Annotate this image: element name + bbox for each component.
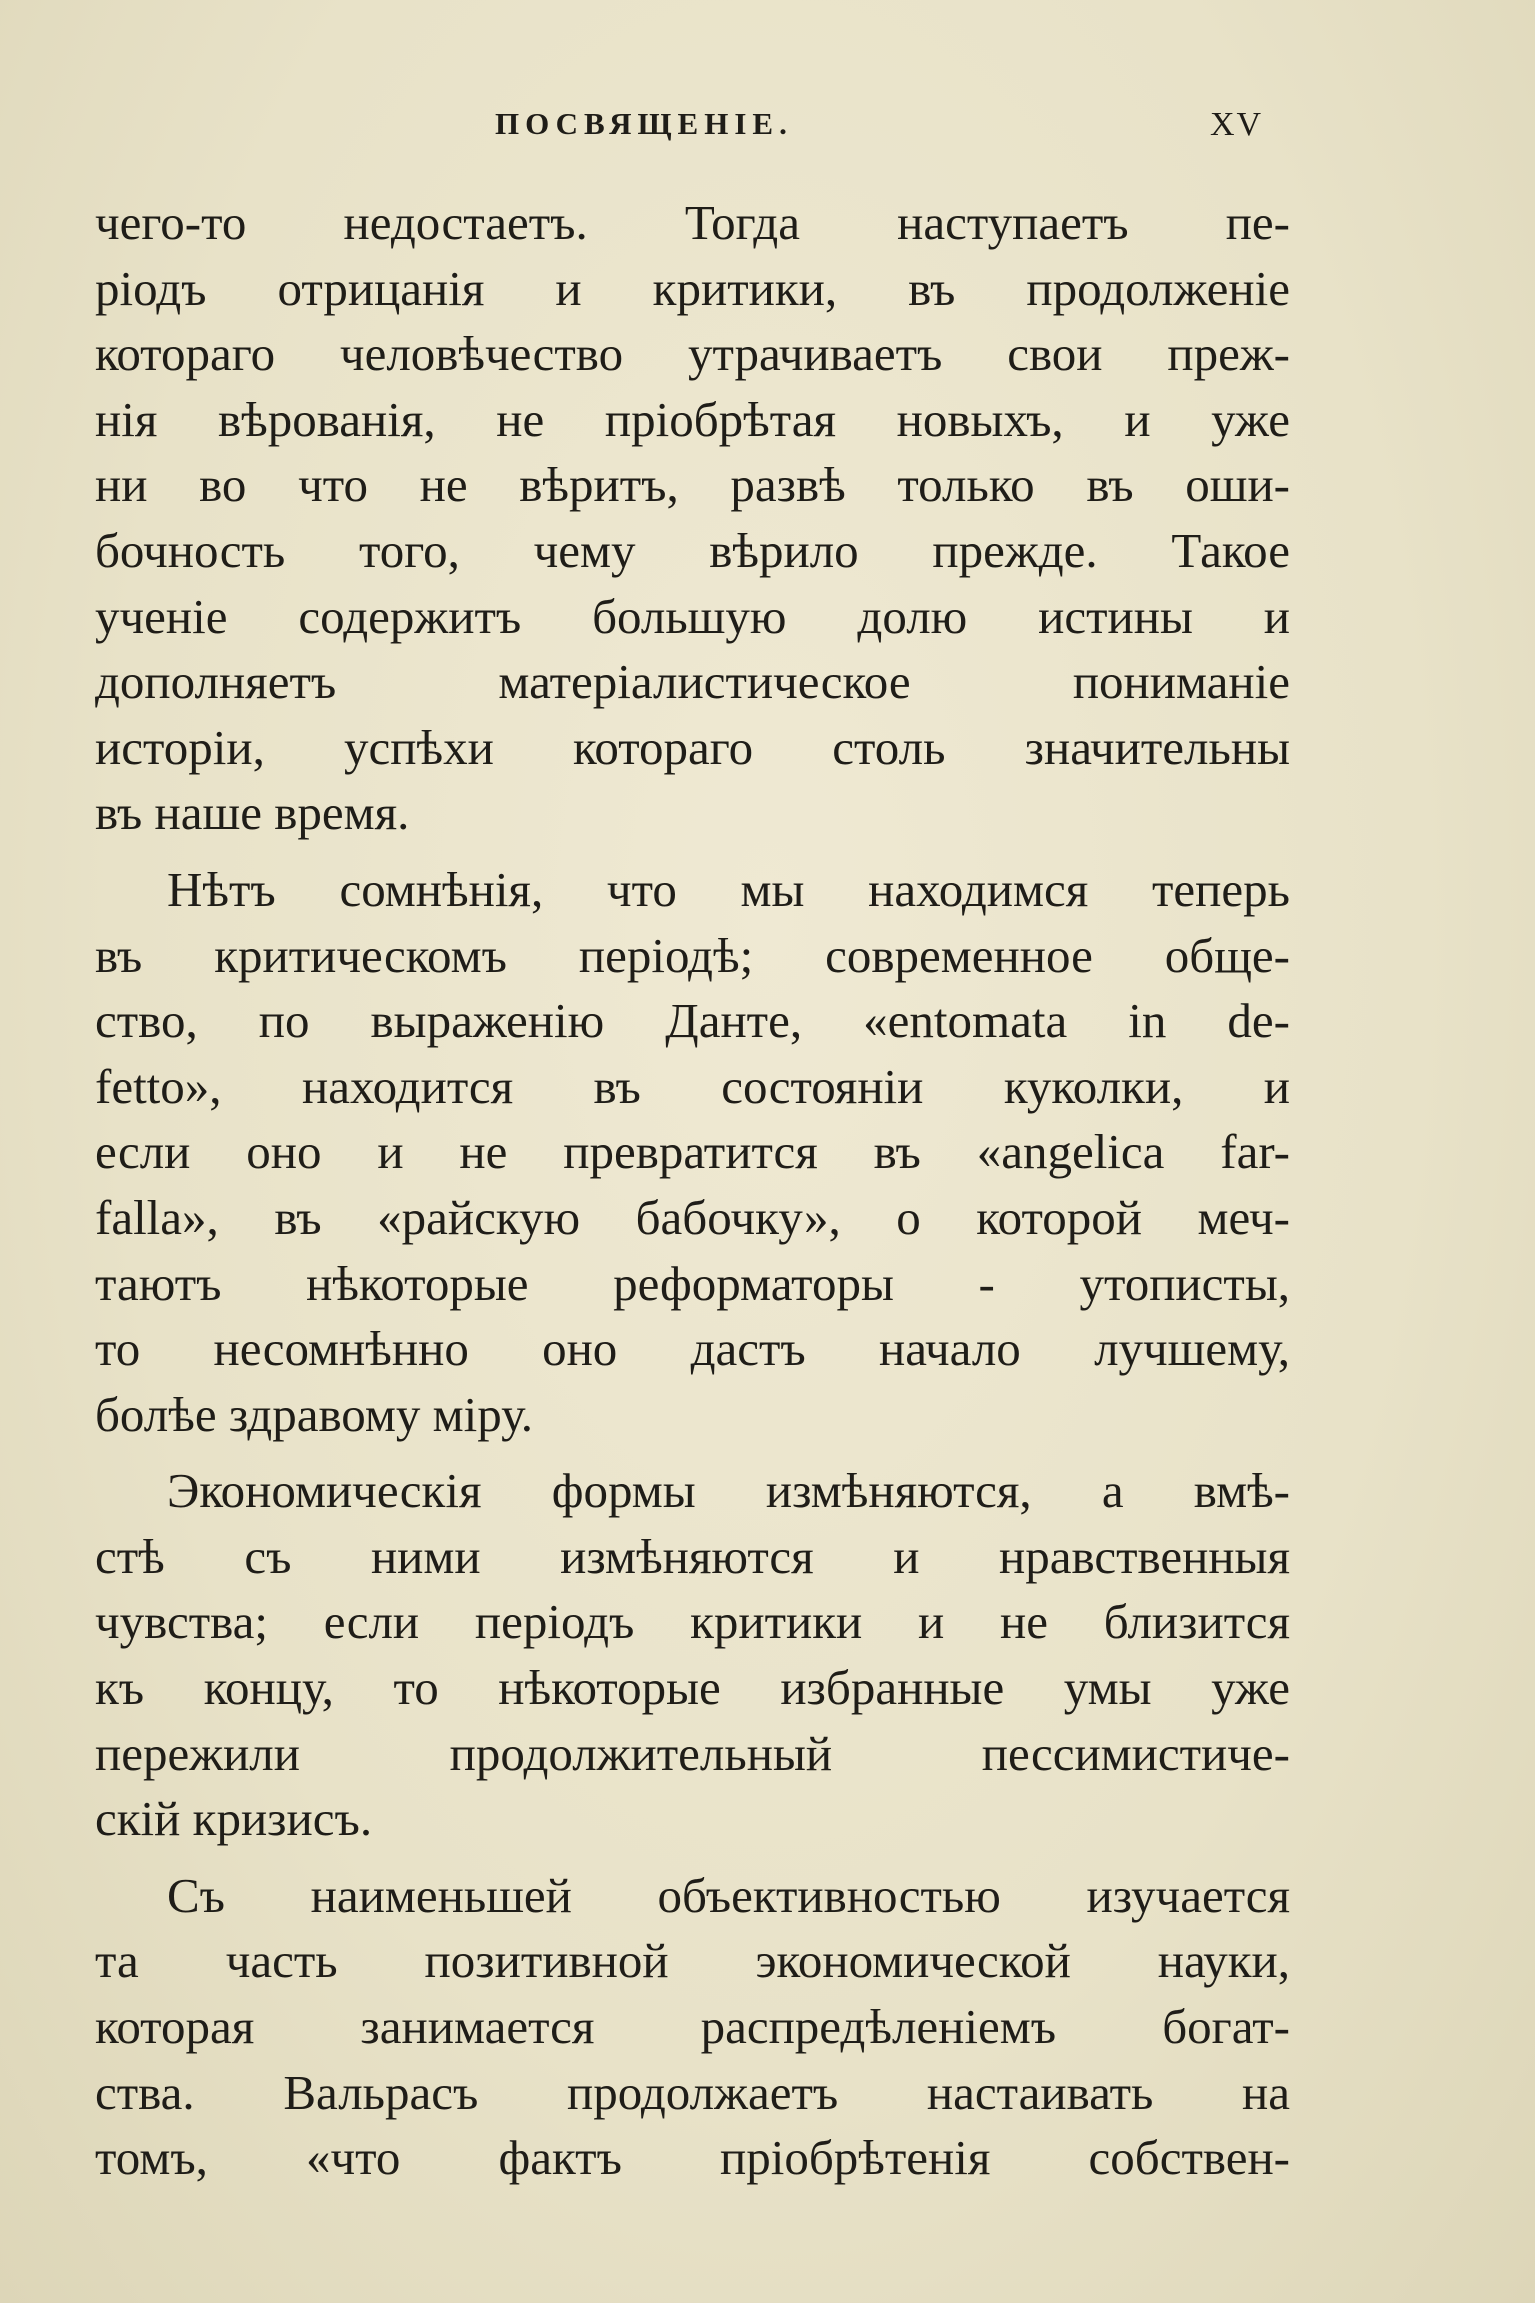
paragraph-4 [95, 1863, 1290, 2191]
text-line: ученіе содержитъ большую долю истины и [95, 588, 1290, 644]
body-text [95, 190, 1290, 2191]
text-line: дополняетъ матеріалистическое пониманіе [95, 654, 1290, 710]
text-line: таютъ нѣкоторые реформаторы - утописты, [95, 1255, 1290, 1311]
paragraph-3 [95, 1458, 1290, 1852]
text-line: въ наше время. [95, 785, 410, 841]
text-line: fetto», находится въ состояніи куколки, и [95, 1058, 1290, 1114]
text-line: то несомнѣнно оно дастъ начало лучшему, [95, 1321, 1290, 1377]
text-line: къ концу, то нѣкоторые избранные умы уже [95, 1660, 1290, 1716]
text-line: ства. Вальрасъ продолжаетъ настаивать на [95, 2064, 1290, 2120]
text-line: котораго человѣчество утрачиваетъ свои преж- [95, 326, 1290, 382]
text-line: въ критическомъ періодѣ; современное обще- [95, 927, 1290, 983]
text-line: если оно и не превратится въ «angelica far- [95, 1124, 1290, 1180]
text-line: та часть позитивной экономической науки, [95, 1933, 1290, 1989]
text-line: Экономическія формы измѣняются, а вмѣ- [167, 1463, 1290, 1519]
page-number: XV [1210, 106, 1264, 143]
text-line: ни во что не вѣритъ, развѣ только въ оши- [95, 457, 1290, 513]
text-line: нія вѣрованія, не пріобрѣтая новыхъ, и уже [95, 391, 1290, 447]
text-line: болѣе здравому міру. [95, 1386, 533, 1442]
text-line: стѣ съ ними измѣняются и нравственныя [95, 1528, 1290, 1584]
text-line: ство, по выраженію Данте, «entomata in de- [95, 993, 1290, 1049]
text-line: чего-то недостаетъ. Тогда наступаетъ пе- [95, 195, 1290, 250]
paragraph-2 [95, 857, 1290, 1447]
text-line: скій кризисъ. [95, 1791, 373, 1847]
text-line: томъ, «что фактъ пріобрѣтенія собствен- [95, 2130, 1290, 2186]
running-head [0, 100, 1535, 160]
text-line: falla», въ «райскую бабочку», о которой меч- [95, 1189, 1290, 1245]
text-line: Нѣтъ сомнѣнія, что мы находимся теперь [167, 861, 1290, 917]
text-line: чувства; если періодъ критики и не близится [95, 1594, 1290, 1650]
paragraph-1 [95, 190, 1290, 846]
text-line: пережили продолжительный пессимистиче- [95, 1725, 1290, 1781]
text-line: исторіи, успѣхи котораго столь значительны [95, 719, 1290, 775]
text-line: бочность того, чему вѣрило прежде. Такое [95, 522, 1290, 578]
running-title: ПОСВЯЩЕНІЕ. [495, 106, 793, 141]
text-line: Съ наименьшей объективностью изучается [167, 1867, 1290, 1923]
text-line: которая занимается распредѣленіемъ богат- [95, 1999, 1290, 2055]
text-line: ріодъ отрицанія и критики, въ продолженіе [95, 260, 1290, 316]
